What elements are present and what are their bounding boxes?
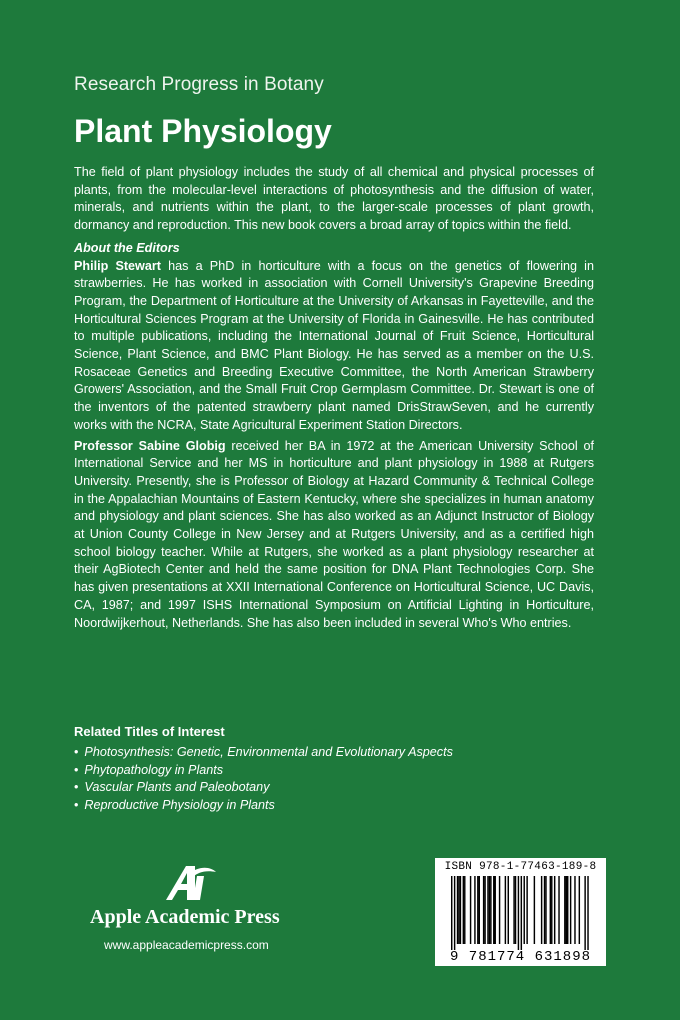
publisher-website[interactable]: www.appleacademicpress.com	[104, 938, 269, 952]
barcode-bar	[513, 876, 514, 944]
barcode-bar	[490, 876, 491, 944]
barcode-digits: 9 781774 631898	[449, 949, 592, 965]
barcode-bar	[487, 876, 488, 944]
barcode-bar	[495, 876, 496, 944]
editor-bio-text: received her BA in 1972 at the American University School of International Service and her MS in horticulture and plant physiology in 1988 at Rutgers University. Presently, she is Professor of Biology at Hazard Community & Technical College in the Appalachian Mountains of Eastern Kentucky, where she specializes in human anatomy and physiology and plant sciences. She has also worked as an Adjunct Instructor of Biology at Union County College in New Jersey and at Rutgers University, and as a certified high school biology teacher. While at Rutgers, she worked as a plant physiology researcher at their AgBiotech Center and held the same position for DNA Plant Technologies Corp. She has given presentations at XXII International Conference on Horticultural Science, UC Davis, CA, 1987; and 1997 ISHS International Symposium on Artificial Lighting in Horticulture, Noordwijkerhout, Netherlands. She has also been included in several Who's Who entries.	[74, 438, 594, 630]
barcode-bar	[454, 876, 455, 950]
bullet-icon: •	[74, 797, 79, 812]
barcode-bar	[489, 876, 490, 944]
barcode-bar	[524, 876, 525, 944]
barcode-bar	[550, 876, 551, 944]
bullet-icon: •	[74, 780, 79, 794]
barcode-bar	[567, 876, 568, 944]
barcode-bar	[566, 876, 567, 944]
barcode-bar	[505, 876, 506, 944]
list-item: • Phytopathology in Plants	[74, 762, 224, 777]
barcode-bar	[570, 876, 571, 944]
intro-paragraph: The field of plant physiology includes the study of all chemical and physical processes of plants, from the molecular-level interactions of photosynthesis and the diffusion of water, minerals, and nutrients within the plant, to the larger-scale processes of plant growth, dormancy and reproduction. This new book covers a broad array of topics within the field.	[74, 165, 594, 233]
barcode-bar	[554, 876, 555, 944]
editor-bio-text: has a PhD in horticulture with a focus on the genetics of flowering in strawberries. He has worked in association with Cornell University's Grapevine Breeding Program, the Department of Horticulture at the University of Arkansas in Fayetteville, and the Horticultural Sciences Program at the University of Florida in Gainesville. He has contributed to multiple publications, including the International Journal of Fruit Science, Horticultural Science, Plant Science, and BMC Plant Biology. He has served as a member on the U.S. Rosaceae Genetics and Breeding Executive Committee, the North American Strawberry Growers' Association, and the Small Fruit Crop Germplasm Committee. Dr. Stewart is one of the inventors of the patented strawberry plant named DrisStrawSeven, and he currently works with the NCRA, State Agricultural Experiment Station Directors.	[74, 258, 594, 432]
related-titles	[74, 724, 594, 814]
barcode-bar	[463, 876, 464, 944]
bullet-icon: •	[74, 745, 79, 759]
list-item: • Reproductive Physiology in Plants	[74, 797, 275, 812]
barcode-bar	[574, 876, 575, 944]
barcode-bar	[493, 876, 494, 944]
barcode-bar	[458, 876, 459, 944]
barcode-bar	[541, 876, 542, 944]
book-title: Plant Physiology	[74, 113, 332, 149]
publisher-name: Apple Academic Press	[90, 906, 280, 928]
barcode-bar	[474, 876, 475, 944]
list-item: • Vascular Plants and Paleobotany	[74, 780, 270, 794]
about-editors-heading: About the Editors	[74, 240, 180, 255]
barcode-bars	[445, 876, 596, 950]
barcode-bar	[534, 876, 535, 944]
barcode-bar	[460, 876, 461, 944]
barcode-bar	[479, 876, 480, 944]
editor-name: Professor Sabine Globig	[74, 438, 226, 453]
barcode-bar	[584, 876, 585, 950]
editor-name: Philip Stewart	[74, 258, 161, 273]
barcode-bar	[579, 876, 580, 944]
series-title: Research Progress in Botany	[74, 74, 324, 95]
isbn-barcode	[435, 858, 606, 966]
barcode-bar	[558, 876, 559, 944]
barcode-bar	[499, 876, 500, 944]
barcode-bar	[515, 876, 516, 944]
barcode-bar	[457, 876, 458, 944]
barcode-bar	[518, 876, 519, 950]
barcode-bar	[564, 876, 565, 944]
editor-bio-stewart	[74, 258, 594, 435]
barcode-bar	[484, 876, 485, 944]
barcode-bar	[521, 876, 522, 950]
bullet-icon: •	[74, 762, 79, 777]
barcode-bar	[551, 876, 552, 944]
isbn-label: ISBN 978-1-77463-189-8	[444, 861, 597, 873]
barcode-bar	[470, 876, 471, 944]
related-titles-list	[74, 744, 594, 814]
editor-bio-globig	[74, 438, 594, 633]
back-cover-text	[74, 164, 594, 635]
barcode-bar	[544, 876, 545, 944]
barcode-bar	[451, 876, 452, 950]
barcode-bar	[464, 876, 465, 944]
barcode-bar	[526, 876, 527, 944]
barcode-bar	[508, 876, 509, 944]
barcode-bar	[545, 876, 546, 944]
related-titles-heading: Related Titles of Interest	[74, 724, 225, 739]
apple-academic-a-logo-icon	[162, 862, 218, 902]
barcode-bar	[483, 876, 484, 944]
list-item: • Photosynthesis: Genetic, Environmental and Evolutionary Aspects	[74, 745, 453, 759]
barcode-bar	[587, 876, 588, 950]
barcode-bar	[477, 876, 478, 944]
